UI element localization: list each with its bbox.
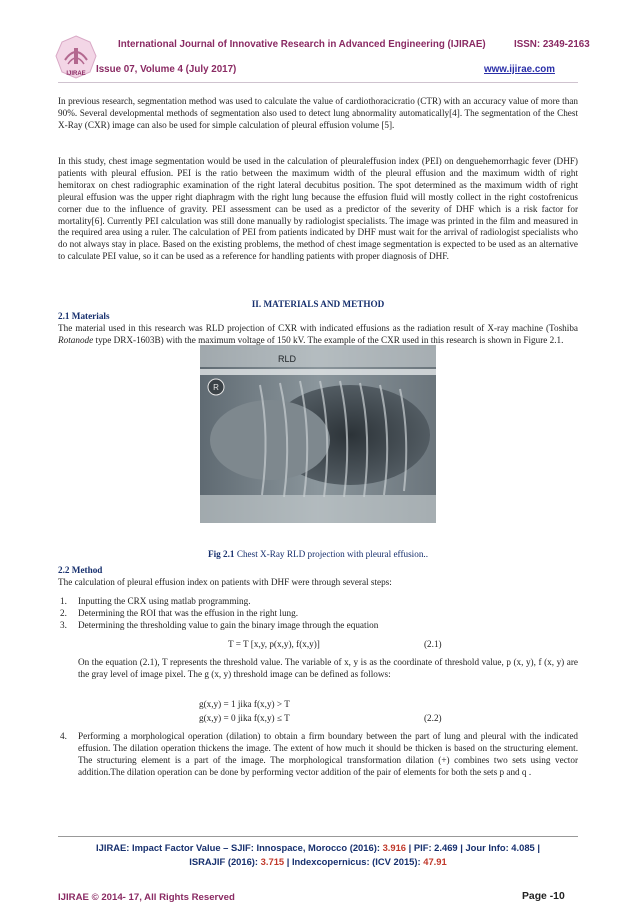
xray-label-rld: RLD bbox=[278, 354, 297, 364]
paragraph-method-intro: The calculation of pleural effusion index on patients with DHF were through several steps: bbox=[58, 577, 392, 587]
page-number: Page -10 bbox=[522, 891, 565, 902]
list-item: Determining the ROI that was the effusion in the right lung. bbox=[78, 608, 299, 618]
list-item-number: 1. bbox=[60, 596, 67, 606]
list-item-number: 2. bbox=[60, 608, 67, 618]
section-heading-materials-method: II. MATERIALS AND METHOD bbox=[251, 299, 385, 309]
website-link[interactable]: www.ijirae.com bbox=[484, 64, 555, 75]
list-item-number: 4. bbox=[60, 731, 67, 741]
copyright-notice: IJIRAE © 2014- 17, All Rights Reserved bbox=[58, 892, 235, 903]
footer-divider bbox=[58, 836, 578, 837]
equation-2-2-number: (2.2) bbox=[424, 713, 442, 723]
issn: ISSN: 2349-2163 bbox=[514, 39, 590, 50]
chest-xray-figure bbox=[200, 345, 436, 523]
list-item: Inputting the CRX using matlab programming. bbox=[78, 596, 251, 606]
equation-2-1-number: (2.1) bbox=[424, 639, 442, 649]
footer-impact-line-2: ISRAJIF (2016): 3.715 | Indexcopernicus: (ICV 2015): 47.91 bbox=[189, 856, 447, 867]
journal-logo bbox=[54, 34, 98, 80]
footer-impact-line-1: IJIRAE: Impact Factor Value – SJIF: Innospace, Morocco (2016): 3.916 | PIF: 2.469 | Jour Info: 4.085 | bbox=[96, 842, 540, 853]
logo-text: IJIRAE bbox=[66, 71, 86, 77]
list-item: Performing a morphological operation (dilation) to obtain a firm boundary between the part of lung and pleural with the indicated effusion. The dilation operation thickens the image. The extent of how much it should be thicken is based on the structuring element. The structuring element is a part of the image. The morphological transformation dilation (+) combines two sets using vector addition.The dilation operation can be done by performing vector addition of the pair of elements for both the sets p and q . bbox=[78, 731, 578, 777]
subsection-heading-materials: 2.1 Materials bbox=[58, 311, 110, 321]
subsection-heading-method: 2.2 Method bbox=[58, 565, 103, 575]
paragraph-pei: In this study, chest image segmentation would be used in the calculation of pleuraleffusion index (PEI) on denguehemorrhagic fever (DHF) patients with pleural effusion. PEI is the ratio between the maximum width of the pleural effusion and the maximum width of right hemitorax on chest radiographic examination of the right lateral decubitus position. The spot determined as the maximum width of right pleural effusion was the upper right diaphragm with the right lung because the effusion fluid will mostly collect in the right costofrenicus corner due to the influence of gravity. PEI assessment can be used as a predictor of the severity of DHF which is a risk factor for mortality[6]. Currently PEI calculation was still done manually by radiologist specialists. The image was printed in the film and measured in the required area using a ruler. The calculation of PEI from patients indicated by DHF must wait for the arrival of radiologist specialists who do not always stay in place. Based on the existing problems, the method of chest image segmentation is expected to be used as an alternative to calculate PEI value, so it can be used as a reference for handling patients with proper diagnosis of DHF. bbox=[58, 156, 578, 262]
xray-label-r: R bbox=[213, 383, 219, 392]
figure-caption: Fig 2.1 Chest X-Ray RLD projection with pleural effusion.. bbox=[207, 549, 429, 559]
equation-2-2-line2: g(x,y) = 0 jika f(x,y) ≤ T bbox=[199, 713, 290, 723]
equation-2-1: T = T [x,y, p(x,y), f(x,y)] bbox=[228, 639, 320, 649]
paragraph-materials: The material used in this research was RLD projection of CXR with indicated effusions as the radiation result of X-ray machine (Toshiba Rotanode type DRX-1603B) with the maximum voltage of 150 kV. The example of the CXR used in this research is shown in Figure 2.1. bbox=[58, 323, 578, 345]
issue-info: Issue 07, Volume 4 (July 2017) bbox=[96, 64, 237, 75]
paragraph-threshold-explain: On the equation (2.1), T represents the threshold value. The variable of x, y is as the coordinate of threshold value, p (x, y), f (x, y) are the gray level of image pixel. The g (x, y) threshold image can be defined as follows: bbox=[78, 657, 578, 679]
journal-title: International Journal of Innovative Research in Advanced Engineering (IJIRAE) bbox=[118, 39, 486, 50]
header-divider bbox=[58, 82, 578, 83]
equation-2-2-line1: g(x,y) = 1 jika f(x,y) > T bbox=[199, 699, 290, 709]
list-item-number: 3. bbox=[60, 620, 67, 630]
list-item: Determining the thresholding value to gain the binary image through the equation bbox=[78, 620, 379, 630]
paragraph-ctr: In previous research, segmentation method was used to calculate the value of cardiothoracicratio (CTR) with an accuracy value of more than 90%. Several developmental methods of segmentation also used to detect lung abnormality automatically[4]. The segmentation of the Chest X-Ray (CXR) image can also be used for simple calculation of pleural effusion volume [5]. bbox=[58, 96, 578, 130]
